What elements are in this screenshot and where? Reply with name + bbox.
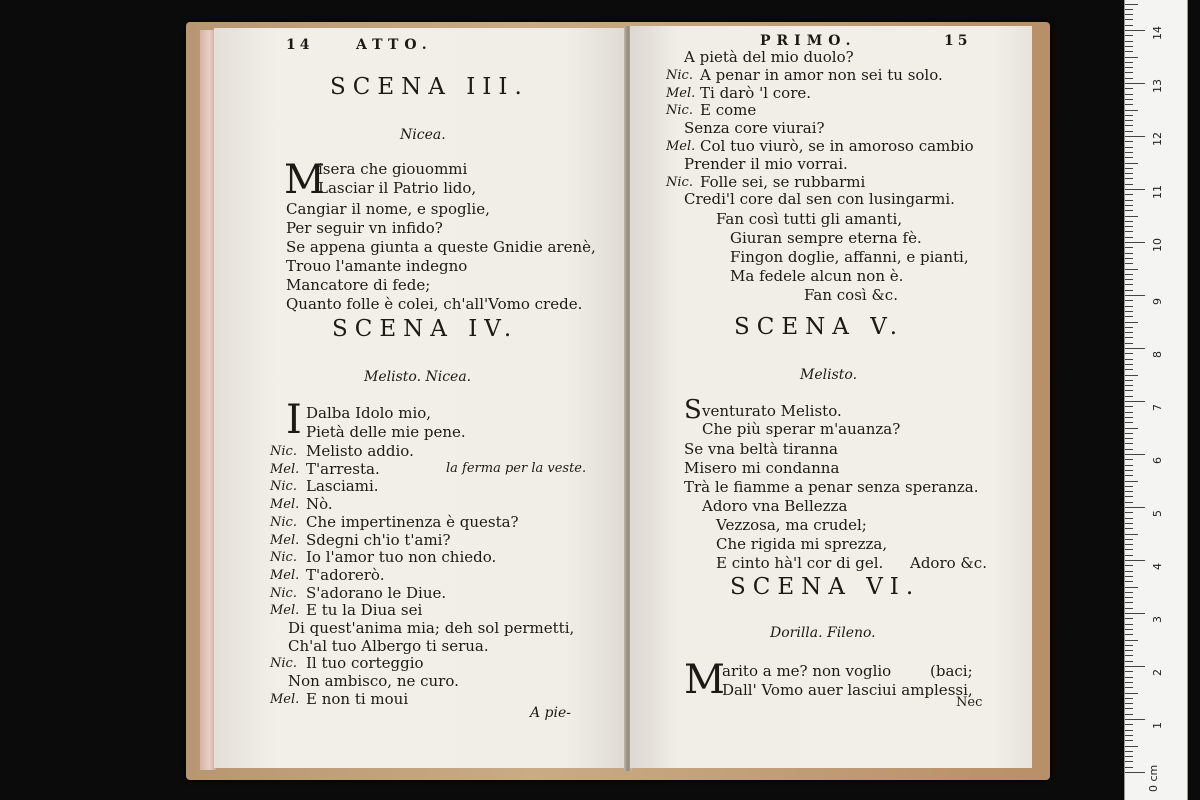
ruler-tick xyxy=(1125,714,1133,715)
dialogue-line: T'adorerò. xyxy=(306,565,385,584)
dialogue-line: A penar in amor non sei tu solo. xyxy=(700,65,943,84)
ruler-tick xyxy=(1125,258,1133,259)
ruler-tick xyxy=(1125,46,1133,47)
ruler-tick xyxy=(1125,178,1133,179)
drop-cap-s: S xyxy=(684,395,702,425)
dialogue-line: Il tuo corteggio xyxy=(306,654,424,673)
ruler-tick xyxy=(1125,237,1133,238)
ruler-tick xyxy=(1125,756,1133,757)
ruler-tick xyxy=(1125,422,1133,423)
ruler-tick xyxy=(1125,380,1133,381)
ruler-tick xyxy=(1125,120,1133,121)
running-head-right: PRIMO. xyxy=(760,33,857,49)
aria-line: Fan così tutti gli amanti, xyxy=(716,210,903,228)
dialogue-line: T'arresta. xyxy=(306,459,380,478)
verse-line: Se appena giunta a queste Gnidie arenè, xyxy=(286,238,596,256)
speaker-label: Mel. xyxy=(270,603,300,619)
speaker-label: Mel. xyxy=(270,461,300,477)
verse-line: Misero mi condanna xyxy=(684,459,840,477)
left-page xyxy=(214,28,628,768)
ruler-tick xyxy=(1125,417,1133,418)
ruler-tick xyxy=(1125,534,1138,535)
ruler-tick xyxy=(1125,512,1133,513)
speaker-label: Mel. xyxy=(270,567,300,583)
ruler-tick xyxy=(1125,306,1133,307)
ruler-tick xyxy=(1125,640,1138,641)
ruler-tick xyxy=(1125,359,1133,360)
ruler-tick xyxy=(1125,83,1145,84)
scene-5-character: Melisto. xyxy=(800,367,858,383)
ruler-tick xyxy=(1125,751,1133,752)
ruler-tick xyxy=(1125,221,1133,222)
dialogue-line: Col tuo viurò, se in amoroso cambio xyxy=(700,137,974,155)
dialogue-line: Folle sei, se rubbarmi xyxy=(700,172,866,191)
ruler-tick xyxy=(1125,428,1138,429)
aria-line: Giuran sempre eterna fè. xyxy=(730,229,922,247)
ruler-tick xyxy=(1125,544,1133,545)
ruler-tick xyxy=(1125,94,1133,95)
ruler-tick xyxy=(1125,311,1133,312)
ruler-tick xyxy=(1125,173,1133,174)
ruler-tick xyxy=(1125,629,1133,630)
scene-4-title: SCENA IV. xyxy=(332,316,519,342)
aria-line: Ma fedele alcun non è. xyxy=(730,267,904,285)
verse-line: arito a me? non voglio xyxy=(722,662,892,680)
ruler-tick xyxy=(1125,390,1133,391)
ruler-tick xyxy=(1125,263,1133,264)
ruler-tick xyxy=(1125,449,1133,450)
ruler-tick xyxy=(1125,9,1133,10)
ruler-tick xyxy=(1125,295,1145,296)
speaker-label: Nic. xyxy=(666,103,693,119)
verse-line: E cinto hà'l cor di gel. xyxy=(716,554,884,572)
dialogue-line: Ti darò 'l core. xyxy=(700,83,812,102)
dialogue-line: Lasciami. xyxy=(306,477,379,496)
verse-line: Adoro vna Bellezza xyxy=(702,497,848,515)
ruler-tick xyxy=(1125,496,1133,497)
ruler-tick xyxy=(1125,539,1133,540)
drop-cap-m: M xyxy=(284,157,325,203)
ruler-tick xyxy=(1125,470,1133,471)
verse-line: Quanto folle è colei, ch'all'Vomo crede. xyxy=(286,295,583,313)
ruler-tick xyxy=(1125,401,1145,402)
ruler-tick xyxy=(1125,571,1133,572)
ruler-tick xyxy=(1125,581,1133,582)
ruler-tick xyxy=(1125,343,1133,344)
dialogue-line: Melisto addio. xyxy=(306,442,414,460)
dialogue-line: Ch'al tuo Albergo ti serua. xyxy=(288,636,489,655)
ruler-tick xyxy=(1125,141,1133,142)
ruler-tick xyxy=(1125,14,1133,15)
ruler-tick xyxy=(1125,332,1133,333)
ruler-tick xyxy=(1125,369,1133,370)
ruler-tick xyxy=(1125,746,1138,747)
ruler-tick xyxy=(1125,475,1133,476)
running-head-left: ATTO. xyxy=(356,37,433,53)
verse-line: Lasciar il Patrio lido, xyxy=(318,179,477,197)
ruler-number: 9 xyxy=(1151,298,1164,305)
ruler-tick xyxy=(1125,19,1133,20)
speaker-label: Mel. xyxy=(270,691,300,707)
ruler-tick xyxy=(1125,136,1145,137)
speaker-label: Nic. xyxy=(270,444,297,459)
ruler-tick xyxy=(1125,290,1133,291)
ruler-tick xyxy=(1125,560,1145,561)
ruler-tick xyxy=(1125,518,1133,519)
speaker-label: Mel. xyxy=(666,139,696,154)
speaker-label: Nic. xyxy=(270,656,297,672)
ruler-tick xyxy=(1125,104,1133,105)
dialogue-line: E tu la Diua sei xyxy=(306,601,423,620)
right-page xyxy=(630,26,1032,768)
speaker-label: Nic. xyxy=(666,67,693,83)
dialogue-line: Di quest'anima mia; deh sol permetti, xyxy=(288,619,575,637)
ruler-tick xyxy=(1125,231,1133,232)
ruler-tick xyxy=(1125,708,1133,709)
catchword-right: Nec xyxy=(956,695,983,710)
ruler-tick xyxy=(1125,767,1133,768)
ruler-number: 2 xyxy=(1151,669,1164,676)
ruler-tick xyxy=(1125,682,1133,683)
ruler-tick xyxy=(1125,666,1145,667)
ruler-tick xyxy=(1125,168,1133,169)
ruler-tick xyxy=(1125,67,1133,68)
ruler-number: 3 xyxy=(1151,616,1164,623)
verse-line: Vezzosa, ma crudel; xyxy=(716,516,867,534)
ruler-tick xyxy=(1125,406,1133,407)
ruler-tick xyxy=(1125,602,1133,603)
verse-line: Mancatore di fede; xyxy=(286,276,431,294)
ruler-tick xyxy=(1125,316,1133,317)
aria-close: Fan così &c. xyxy=(804,286,898,304)
ruler-tick xyxy=(1125,274,1133,275)
speaker-label: Nic. xyxy=(666,174,693,190)
ruler-tick xyxy=(1125,677,1133,678)
ruler-tick xyxy=(1125,205,1133,206)
ruler-tick xyxy=(1125,253,1133,254)
ruler-tick xyxy=(1125,41,1133,42)
ruler-tick xyxy=(1125,364,1133,365)
ruler-tick xyxy=(1125,247,1133,248)
dialogue-line: Senza core viurai? xyxy=(684,119,825,138)
ruler-number: 7 xyxy=(1151,404,1164,411)
ruler-tick xyxy=(1125,269,1138,270)
ruler-number: 1 xyxy=(1151,722,1164,729)
dialogue-line: S'adorano le Diue. xyxy=(306,583,447,602)
ruler-tick xyxy=(1125,348,1145,349)
ruler-number: 4 xyxy=(1151,563,1164,570)
speaker-label: Mel. xyxy=(666,85,696,101)
verse-line: Cangiar il nome, e spoglie, xyxy=(286,200,490,218)
ruler-tick xyxy=(1125,385,1133,386)
dialogue-line: Nò. xyxy=(306,495,333,514)
verse-line: Trouo l'amante indegno xyxy=(286,257,468,275)
speaker-label: Nic. xyxy=(270,585,297,601)
ruler-tick xyxy=(1125,396,1133,397)
ruler-tick xyxy=(1125,592,1133,593)
turnover: (baci; xyxy=(930,662,973,680)
ruler-number: 11 xyxy=(1151,185,1164,199)
dialogue-line: A pietà del mio duolo? xyxy=(684,48,854,66)
ruler-number: 10 xyxy=(1151,238,1164,252)
ruler-tick xyxy=(1125,327,1133,328)
verse-line: Se vna beltà tiranna xyxy=(684,440,838,458)
ruler-tick xyxy=(1125,608,1133,609)
ruler-tick xyxy=(1125,337,1133,338)
ruler-tick xyxy=(1125,78,1133,79)
ruler-tick xyxy=(1125,687,1133,688)
ruler-tick xyxy=(1125,587,1138,588)
ruler-tick xyxy=(1125,131,1133,132)
ruler-tick xyxy=(1125,613,1145,614)
ruler-tick xyxy=(1125,210,1133,211)
scene-5-title: SCENA V. xyxy=(734,314,905,340)
ruler-number: 14 xyxy=(1151,26,1164,40)
ruler-tick xyxy=(1125,300,1133,301)
refrain: Adoro &c. xyxy=(910,554,987,572)
ruler-tick xyxy=(1125,163,1138,164)
ruler-tick xyxy=(1125,528,1133,529)
ruler-tick xyxy=(1125,454,1145,455)
verse-line: venturato Melisto. xyxy=(702,402,842,420)
ruler-tick xyxy=(1125,486,1133,487)
drop-cap-i: I xyxy=(286,397,302,443)
ruler-tick xyxy=(1125,433,1133,434)
ruler-tick xyxy=(1125,465,1133,466)
ruler-tick xyxy=(1125,125,1133,126)
ruler-tick xyxy=(1125,242,1145,243)
ruler-tick xyxy=(1125,772,1145,773)
ruler-tick xyxy=(1125,549,1133,550)
ruler-tick xyxy=(1125,555,1133,556)
ruler-tick xyxy=(1125,597,1133,598)
dialogue-line: Non ambisco, ne curo. xyxy=(288,672,459,691)
verse-line: Che più sperar m'auanza? xyxy=(702,420,901,438)
speaker-label: Mel. xyxy=(270,497,300,513)
ruler-tick xyxy=(1125,157,1133,158)
ruler-tick xyxy=(1125,322,1138,323)
ruler-tick xyxy=(1125,634,1133,635)
ruler-tick xyxy=(1125,443,1133,444)
ruler-tick xyxy=(1125,693,1138,694)
ruler-tick xyxy=(1125,459,1133,460)
verse-line: Pietà delle mie pene. xyxy=(306,423,466,441)
ruler-tick xyxy=(1125,502,1133,503)
verse-line: isera che giouommi xyxy=(318,160,468,178)
ruler-tick xyxy=(1125,88,1133,89)
ruler-tick xyxy=(1125,481,1138,482)
ruler-tick xyxy=(1125,194,1133,195)
measuring-ruler xyxy=(1124,0,1188,800)
verse-line: Che rigida mi sprezza, xyxy=(716,535,888,553)
ruler-tick xyxy=(1125,645,1133,646)
ruler-tick xyxy=(1125,576,1133,577)
ruler-tick xyxy=(1125,279,1133,280)
stage-direction: la ferma per la veste. xyxy=(446,461,587,476)
scene-3-title: SCENA III. xyxy=(330,74,529,100)
page-number-right: 15 xyxy=(944,33,972,49)
ruler-tick xyxy=(1125,152,1133,153)
ruler-tick xyxy=(1125,226,1133,227)
ruler-tick xyxy=(1125,655,1133,656)
dialogue-line: Che impertinenza è questa? xyxy=(306,512,519,531)
dialogue-line: Io l'amor tuo non chiedo. xyxy=(306,548,497,567)
scene-6-characters: Dorilla. Fileno. xyxy=(770,625,876,641)
ruler-tick xyxy=(1125,72,1133,73)
ruler-unit: 0 cm xyxy=(1147,764,1160,792)
ruler-tick xyxy=(1125,671,1133,672)
ruler-tick xyxy=(1125,30,1145,31)
verse-line: Dall' Vomo auer lasciui amplessi, xyxy=(722,681,973,699)
ruler-number: 5 xyxy=(1151,510,1164,517)
aria-line: Fingon doglie, affanni, e pianti, xyxy=(730,248,969,266)
ruler-tick xyxy=(1125,719,1145,720)
ruler-tick xyxy=(1125,99,1133,100)
scene-4-characters: Melisto. Nicea. xyxy=(364,369,472,385)
ruler-tick xyxy=(1125,698,1133,699)
ruler-tick xyxy=(1125,523,1133,524)
ruler-tick xyxy=(1125,35,1133,36)
ruler-tick xyxy=(1125,761,1133,762)
ruler-tick xyxy=(1125,189,1145,190)
ruler-tick xyxy=(1125,147,1133,148)
ruler-tick xyxy=(1125,4,1138,5)
scene-3-character: Nicea. xyxy=(400,127,446,143)
ruler-tick xyxy=(1125,110,1138,111)
dialogue-line: Prender il mio vorrai. xyxy=(684,154,848,173)
speaker-label: Nic. xyxy=(270,479,297,495)
dialogue-line: E non ti moui xyxy=(306,689,409,708)
ruler-tick xyxy=(1125,661,1133,662)
speaker-label: Mel. xyxy=(270,532,300,548)
ruler-tick xyxy=(1125,57,1138,58)
verse-line: Per seguir vn infido? xyxy=(286,219,443,237)
ruler-tick xyxy=(1125,507,1145,508)
ruler-tick xyxy=(1125,25,1133,26)
ruler-tick xyxy=(1125,62,1133,63)
ruler-tick xyxy=(1125,216,1138,217)
ruler-tick xyxy=(1125,375,1138,376)
ruler-tick xyxy=(1125,724,1133,725)
ruler-tick xyxy=(1125,735,1133,736)
ruler-tick xyxy=(1125,624,1133,625)
verse-line: Dalba Idolo mio, xyxy=(306,404,432,422)
ruler-tick xyxy=(1125,51,1133,52)
ruler-tick xyxy=(1125,618,1133,619)
dialogue-line: Credi'l core dal sen con lusingarmi. xyxy=(684,190,955,209)
ruler-tick xyxy=(1125,491,1133,492)
ruler-number: 13 xyxy=(1151,79,1164,93)
ruler-number: 8 xyxy=(1151,351,1164,358)
ruler-tick xyxy=(1125,284,1133,285)
ruler-tick xyxy=(1125,184,1133,185)
verse-line: Trà le fiamme a penar senza speranza. xyxy=(684,478,979,496)
ruler-tick xyxy=(1125,730,1133,731)
page-number-left: 14 xyxy=(286,37,314,53)
speaker-label: Nic. xyxy=(270,514,297,530)
scene-6-title: SCENA VI. xyxy=(730,574,921,600)
ruler-tick xyxy=(1125,353,1133,354)
ruler-tick xyxy=(1125,200,1133,201)
dialogue-line: Sdegni ch'io t'ami? xyxy=(306,530,451,549)
ruler-number: 6 xyxy=(1151,457,1164,464)
ruler-number: 12 xyxy=(1151,132,1164,146)
ruler-tick xyxy=(1125,650,1133,651)
dialogue-line: E come xyxy=(700,101,757,120)
ruler-tick xyxy=(1125,412,1133,413)
ruler-tick xyxy=(1125,438,1133,439)
ruler-tick xyxy=(1125,115,1133,116)
ruler-tick xyxy=(1125,565,1133,566)
ruler-tick xyxy=(1125,703,1133,704)
catchword-left: A pie- xyxy=(530,705,572,721)
ruler-tick xyxy=(1125,740,1133,741)
drop-cap-m2: M xyxy=(684,657,725,703)
speaker-label: Nic. xyxy=(270,550,297,566)
